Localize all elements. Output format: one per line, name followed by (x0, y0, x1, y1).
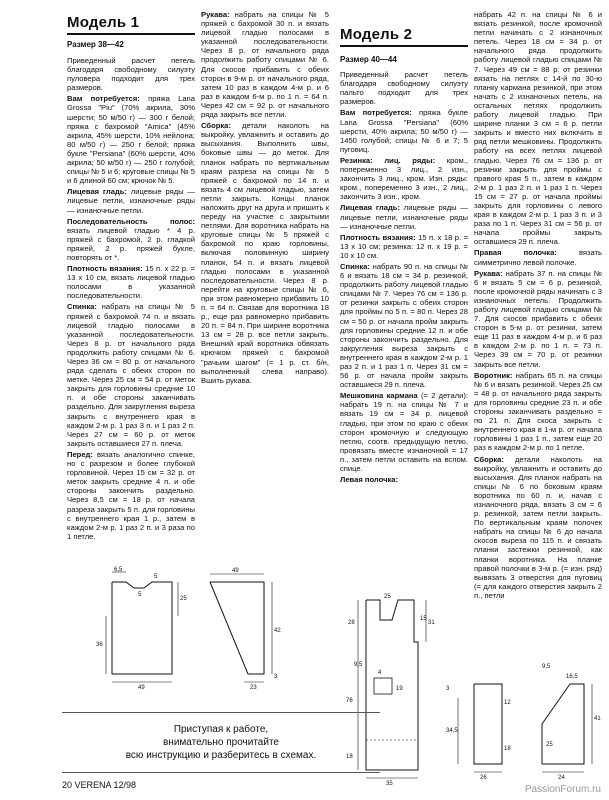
m1-body-dim-1: 6,5 (114, 567, 123, 573)
model1-sizes: Размер 38—42 (67, 40, 124, 49)
m2-coat-dim-9: 18 (346, 754, 353, 760)
m1-sleeve-dim-1: 49 (232, 568, 239, 574)
model2-column-4 (474, 10, 602, 640)
model2-leftfront-start: Левая полочка: (340, 475, 399, 485)
m2-coat-dim-10: 35 (386, 781, 393, 786)
m2-sleeve-dim-4: 34,5 (446, 728, 458, 734)
model2-back: Спинка: набрать 90 п. на спицы № 6 и вязать 18 см = 34 р. резинкой, продолжить работу лицевой гладью спицами № 7. Через 76 см = 136 р. от резинки закрыть с обеих сторон для проймы по 5 п. = 80 п. Через 28 см = 50 р. от начала пройм закрыть для горловины средние 12 п. и обе стороны закончить раздельно. Для закругления выреза закрыть с внутреннего края в каждом 2-м р. 1 раз 2 п. и 1 раз 1 п. Через 31 см = 56 р. от начала пройм закрыть оставшиеся 29 п. плеча. (340, 261, 468, 390)
model2-stockinette: Лицевая гладь: лицевые ряды — лицевые петли, изнаночные ряды — изнаночные петли. (340, 203, 468, 231)
model2-sizes: Размер 40—44 (340, 55, 397, 64)
model2-column-3 (340, 55, 468, 590)
notice-line-2: внимательно прочитайте (162, 737, 279, 748)
model2-collar: Воротник: набрать 65 п. на спицы № 6 и вязать резинкой. Через 25 см = 48 р. от начального ряда закрыть для горловины средние 23 п. и обе стороны заканчивать раздельно = по 21 п. Для скоса закрыть с внутреннего края в 1-м р. от начала горловины 1 раз 1 п., затем еще 20 раз в каждом 2-м р. по 1 петле. (474, 370, 602, 453)
model1-title-rule (67, 33, 195, 35)
notice-line-3: всю инструкцию и разберитесь в схемах. (125, 750, 317, 761)
m1-sleeve-dim-4: 3 (274, 674, 278, 680)
model1-sleeve-schematic (204, 566, 284, 691)
model2-intro: Приведенный расчет петель благодаря свободному силуэту пальто подходит для трех размеров. (340, 70, 468, 107)
model2-pocket: Мешковина кармана (= 2 детали): набрать 19 п. на спицы № 7 и вязать 19 см = 34 р. лицевой гладью, при этом по краю с обеих сторон кромочную и следующую петлю, соотв. предыдущую петлю, провязать вместе изнаночной = 17 п., затем петли оставить на вспом. спице. (340, 391, 468, 474)
model2-sleeves: Рукава: набрать 37 п. на спицы № 6 и вязать 5 см = 6 р. резинкой, после кромочной ряды начинать с 3 изнаночных петель. Продолжить работу лицевой гладью спицами № 7. Для скосов прибавить с обеих сторон в 5-м р. от резинки, затем еще 11 раз в каждом 4-м р. и 6 раз в каждом 2-м р. по 1 п. = 73 п. Через 39 см = 70 р. от резинки закрыть все петли. (474, 268, 602, 369)
model1-column-1 (67, 56, 195, 646)
model1-sleeves: Рукава: набрать на спицы № 5 пряжей с бахромой 30 п. и вязать лицевой гладью полосами в указанной последовательности. Через 8 р. от начального ряда продолжить работу спицами № 6. Для скосов прибавить с обеих сторон в 9-м р. от начального ряда, затем 10 раз в каждом 4-м р. и 6 раз в каждом 6-м р. по 1 п. = 64 п. Через 42 см = 92 р. от начального ряда закрыть все петли. (201, 10, 329, 120)
m1-body-dim-6: 49 (138, 685, 145, 691)
notice-box (62, 712, 380, 773)
page-footer: 20 VERENA 12/98 (62, 780, 137, 790)
model1-stripes: Последовательность полос: вязать лицевой гладью * 4 р. пряжей с бахромой, 2 р. гладкой пряжей, 2 р. пряжей букле, повторять от *. (67, 216, 195, 262)
m1-sleeve-dim-2: 42 (274, 628, 281, 634)
m2-sleeve-dim-2: 16,5 (566, 674, 578, 680)
m1-body-dim-4: 5 (138, 592, 142, 598)
m1-body-dim-3: 36 (96, 642, 103, 648)
model1-front: Перед: вязать аналогично спинке, но с разрезом и более глубокой горловиной. Через 15 см = 32 р. от меток закрыть средние 4 п. и обе стороны закончить раздельно. Через 8,5 см = 18 р. от начала разреза закрыть 5 п. для горловины с внутреннего края 1 р., затем в каждом 2-м р. 1 раз 2 п. и 3 раза по 1 петле. (67, 449, 195, 541)
watermark: PassionForum.ru (524, 784, 601, 795)
m1-body-dim-5: 5 (154, 574, 158, 580)
model2-elastic: Резинка: лиц. ряды: кром., попеременно 3 лиц., 2 изн., закончить 3 лиц., кром. Изн. ряды: кром., попеременно 3 изн., 2 лиц., закончить 3 изн., кром. (340, 155, 468, 202)
model2-gauge: Плотность вязания: 15 п. х 18 р. = 13 х 10 см; резинка: 12 п. х 19 р. = 10 х 10 см. (340, 232, 468, 260)
m2-coat-dim-4: 15 (420, 616, 427, 622)
m2-coat-dim-7: 4 (378, 670, 382, 676)
model1-intro: Приведенный расчет петель благодаря свободному силуэту пуловера подходит для трех размеров. (67, 56, 195, 93)
m2-coat-dim-5: 19 (396, 686, 403, 692)
m2-coat-dim-3: 9,5 (354, 662, 363, 668)
model2-materials: Вам потребуется: пряжа букле Lana Grossa "Persiana" (60% шерсти, 40% акрила; 50 м/50 г) — 1450 голубой; спицы № 6 и 7; 5 пуговиц. (340, 108, 468, 154)
model2-assembly: Сборка: детали наколоть на выкройку, увлажнить и оставить до высыхания. Для планок набрать на спицы № 6 по боковым краям воротника по 60 п. и, начав с изнаночного ряда, вязать 3 см = 6 р. резинкой, затем петли закрыть. По вертикальным краям полочек набрать на спицы № 6 до начала скосов выреза по 115 п. и связать планки застежки резинкой, как планки воротника. На планке правой полочки в 3-м р. (= изн. ряд) вывязать 3 отверстия для пуговиц (= для каждого отверстия закрыть 2 п., петли (474, 454, 602, 600)
model1-title: Модель 1 (67, 14, 140, 31)
model1-materials: Вам потребуется: пряжа Lana Grossa "Piu" (70% акрила, 30% шерсти; 50 м/50 г) — 300 г белой; пряжа с бахромой "Amica" (45% акрила, 45% шерсти, 10% нейлона; 80 м/50 г) — 250 г белой; пряжа букле "Persiana" (60% шерсти, 40% акрила; 50 м/50 г) — 250 г голубой; спицы № 5 и 6; круговые спицы № 5 и 6 длиной 60 см; крючок № 5. (67, 94, 195, 186)
model2-leftfront: набрать 42 п. на спицы № 6 и вязать резинкой, после кромочной петли начинать с 2 изнаночных петель. Через 18 см = 34 р. от начального ряда продолжить работу лицевой гладью спицами № 7. Через 49 см = 88 р. от резинки вязать на петлях с 14-й по 30-ю планку кармана резинкой, при этом начать с 2 изнаночных петель, на остальных петлях продолжить работу лицевой гладью. При ширине планки 3 см = 6 р. петли закрыть и вместо них включить в ряд петли мешковины. Продолжить работу на всех петлях лицевой гладью. Через 76 см = 136 р. от резинки закрыть для проймы с правого края 5 п., затем в каждом 2-м р. 1 раз 2 п. и 1 раз 1 п. Через 15 см = 27 р. от начала проймы закрыть для горловины с левого края в каждом 2-м р. 1 раз 3 п. и 3 раза по 1 п. Через 31 см = 56 р. от начала проймы закрыть оставшиеся 29 п. плеча. (474, 10, 602, 247)
model2-sleeve-collar-schematic (446, 660, 602, 780)
m2-sleeve-dim-7: 41 (594, 716, 601, 722)
m1-sleeve-dim-3: 23 (250, 685, 257, 691)
m1-body-dim-2: 25 (180, 596, 187, 602)
m2-sleeve-dim-9: 24 (558, 775, 565, 780)
model1-column-2 (201, 10, 329, 600)
m2-coat-dim-8: 76 (346, 698, 353, 704)
notice-line-1: Приступая к работе, (173, 724, 269, 735)
model2-title-rule (340, 45, 468, 47)
model1-stockinette: Лицевая гладь: лицевые ряды — лицевые петли, изнаночные ряды — изнаночные петли. (67, 187, 195, 215)
m2-sleeve-dim-8: 25 (546, 742, 553, 748)
m2-sleeve-dim-5: 18 (504, 746, 511, 752)
model1-assembly: Сборка: детали наколоть на выкройку, увлажнить и оставить до высыхания. Выполнить швы, боковые швы — до меток. Для планок набрать по вертикальным краям разреза на спицы № 5 пряжей с бахромой по 14 п. и вязать 4 см лицевой гладью, затем петли закрыть. Концы планок наложить друг на друга и пришить к переду на участке с закрытыми петлями. Для воротника набрать на круговые спицы № 5 пряжей с бахромой по краю горловины, включая половинную ширину планок, 54 п. и вязать лицевой гладью полосами в указанной последовательности. Через 8 р. перейти на круговые спицы № 6, при этом равномерно прибавить 10 п. = 64 п. Связав для воротника 18 р., еще раз равномерно прибавить 20 п. = 84 п. При ширине воротника 13 см = 28 р. все петли закрыть. Внешний край воротника обвязать крючком пряжей с бахромой "рачьим шагом" (= 1 р. ст. б/н, выполненный слева направо). Вшить рукава. (201, 121, 329, 385)
model2-rightfront: Правая полочка: вязать симметрично левой полочке. (474, 248, 602, 267)
m2-coat-dim-6: 31 (428, 620, 435, 626)
m2-sleeve-dim-10: 3 (446, 686, 450, 692)
model1-gauge: Плотность вязания: 15 п. х 22 р. = 13 х 10 см, вязать лицевой гладью полосами в указанной последовательности. (67, 264, 195, 301)
m2-coat-dim-1: 25 (384, 594, 391, 600)
m2-sleeve-dim-1: 9,5 (542, 664, 551, 670)
model1-body-schematic (92, 566, 192, 691)
m2-sleeve-dim-6: 26 (480, 775, 487, 780)
model2-title: Модель 2 (340, 26, 413, 43)
m2-coat-dim-2: 28 (348, 620, 355, 626)
m2-sleeve-dim-3: 12 (504, 700, 511, 706)
model1-back: Спинка: набрать на спицы № 5 пряжей с бахромой 74 п. и вязать лицевой гладью полосами в указанной последовательности. Через 8 р. от начального ряда продолжить работу спицами № 6. Через 36 см = 80 р. от начального ряда сделать с обеих сторон по метке. Через 25 см = 54 р. от меток закрыть для горловины средние 10 п. и обе стороны заканчивать раздельно. Для закругления выреза закрыть с внутреннего края в каждом 2-м р. 1 раз 3 п. и 1 раз 2 п. Через 27 см = 60 р. от меток закрыть оставшиеся 27 п. плеча. (67, 302, 195, 448)
